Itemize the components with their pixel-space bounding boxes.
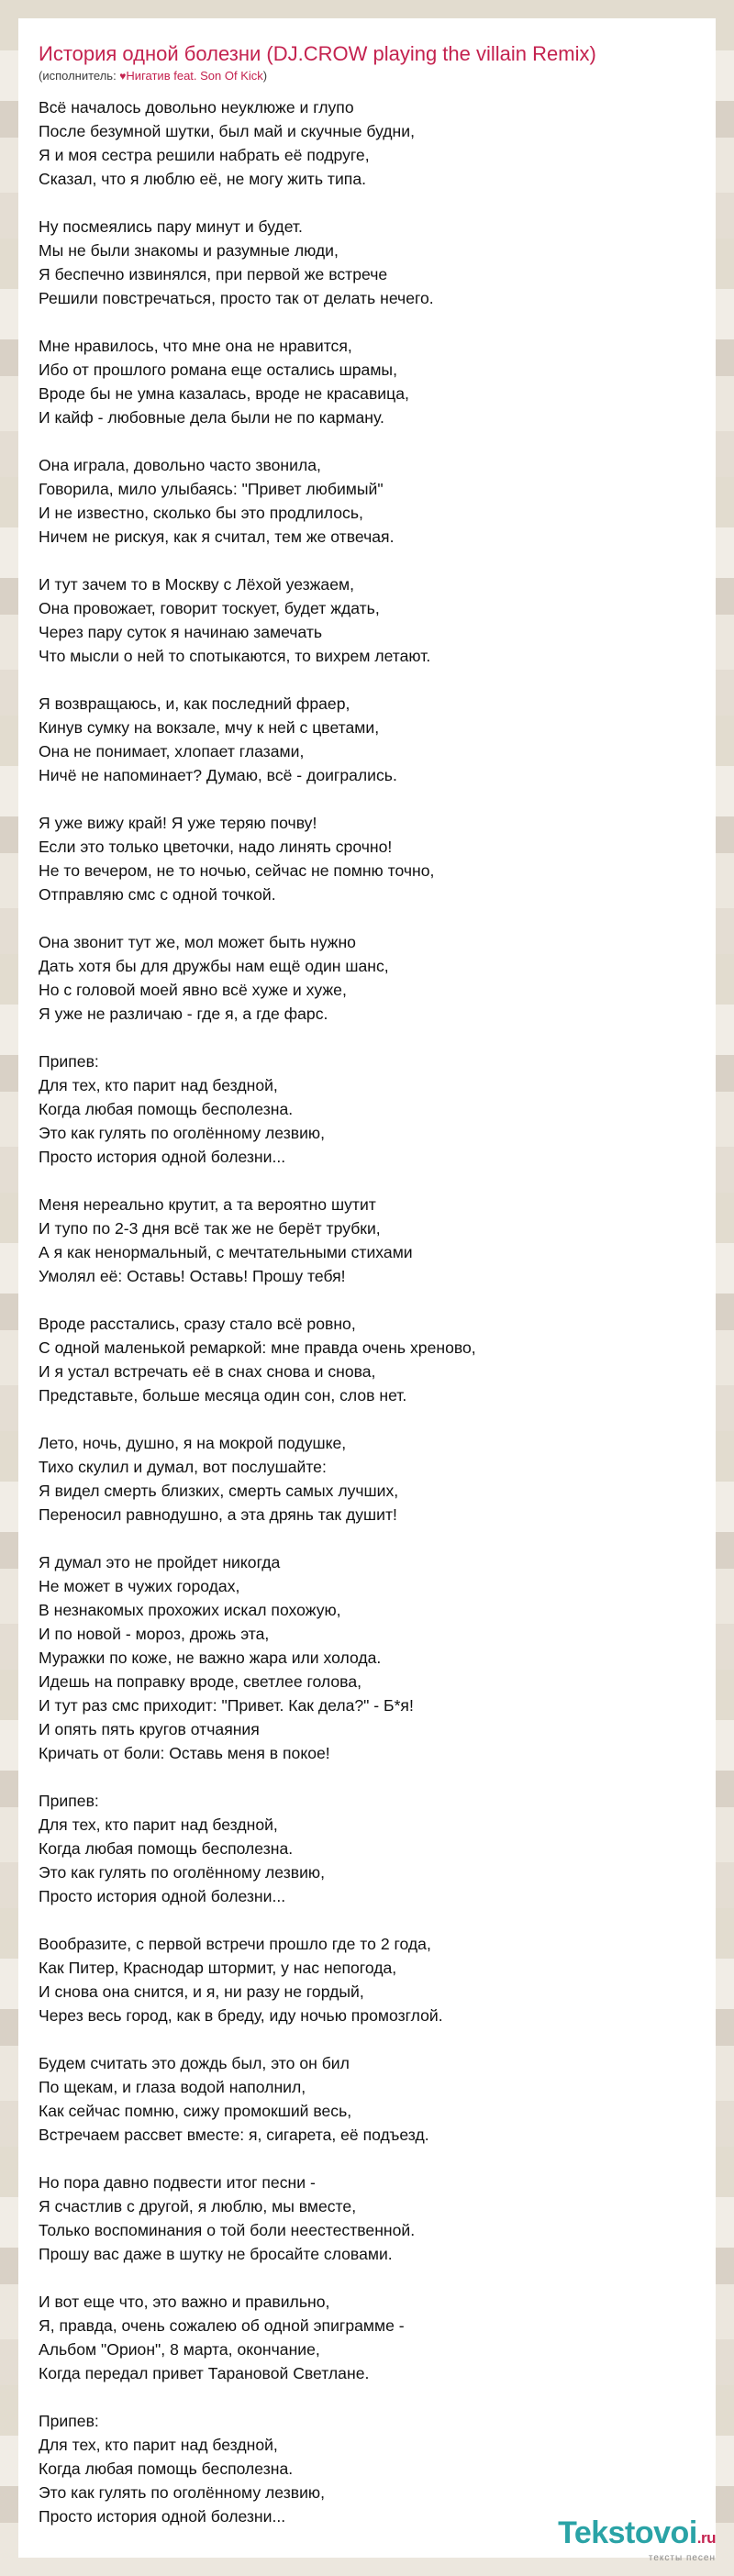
lyrics-line: В незнакомых прохожих искал похожую, (39, 1601, 341, 1619)
lyrics-line: Будем считать это дождь был, это он бил (39, 2054, 350, 2072)
lyrics-line: Ну посмеялись пару минут и будет. (39, 217, 303, 236)
lyrics-line: Я видел смерть близких, смерть самых лучших, (39, 1482, 399, 1500)
lyrics-line: Не может в чужих городах, (39, 1577, 240, 1595)
lyrics-line: Дать хотя бы для дружбы нам ещё один шанс, (39, 957, 389, 975)
performer-prefix: (исполнитель: (39, 69, 120, 83)
lyrics-line: Я уже не различаю - где я, а где фарс. (39, 1005, 328, 1023)
lyrics-line: Я беспечно извинялся, при первой же встрече (39, 265, 388, 283)
lyrics-line: Просто история одной болезни... (39, 2507, 286, 2526)
lyrics-line: По щекам, и глаза водой наполнил, (39, 2078, 306, 2096)
lyrics-line: И кайф - любовные дела были не по карману. (39, 408, 384, 427)
lyrics-line: Если это только цветочки, надо линять срочно! (39, 838, 393, 856)
lyrics-line: Мы не были знакомы и разумные люди, (39, 241, 339, 260)
lyrics-line: Когда любая помощь бесполезна. (39, 2459, 294, 2478)
lyrics-stanza (39, 95, 695, 191)
lyrics-line: Ибо от прошлого романа еще остались шрамы, (39, 361, 397, 379)
lyrics-line: И я устал встречать её в снах снова и снова, (39, 1362, 376, 1381)
lyrics-line: И тут зачем то в Москву с Лёхой уезжаем, (39, 575, 354, 594)
lyrics-line: Отправляю смс с одной точкой. (39, 885, 276, 904)
lyrics-stanza (39, 1932, 695, 2027)
lyrics-line: Что мысли о ней то спотыкаются, то вихрем летают. (39, 647, 431, 665)
lyrics-line: Когда любая помощь бесполезна. (39, 1100, 294, 1118)
logo-tld: .ru (696, 2529, 716, 2547)
lyrics-stanza (39, 453, 695, 549)
lyrics-line: С одной маленькой ремаркой: мне правда очень хреново, (39, 1338, 476, 1357)
lyrics-line: Кинув сумку на вокзале, мчу к ней с цветами, (39, 718, 380, 737)
lyrics-line: Прошу вас даже в шутку не бросайте словами. (39, 2245, 393, 2263)
lyrics-line: Муражки по коже, не важно жара или холода. (39, 1649, 382, 1667)
lyrics-line: Я счастлив с другой, я люблю, мы вместе, (39, 2197, 357, 2215)
lyrics-line: Я думал это не пройдет никогда (39, 1553, 281, 1571)
lyrics-line: Лето, ночь, душно, я на мокрой подушке, (39, 1434, 347, 1452)
artist-link[interactable]: Нигатив (126, 69, 171, 83)
heart-icon: ♥ (119, 70, 127, 83)
lyrics-line: Переносил равнодушно, а эта дрянь так душит! (39, 1505, 397, 1524)
lyrics-line: Это как гулять по оголённому лезвию, (39, 1863, 326, 1882)
lyrics-line: Меня нереально крутит, а та вероятно шутит (39, 1195, 376, 1214)
song-title: История одной болезни (DJ.CROW playing the villain Remix) (39, 42, 596, 65)
lyrics-line: Я уже вижу край! Я уже теряю почву! (39, 814, 317, 832)
lyrics-line: Тихо скулил и думал, вот послушайте: (39, 1458, 327, 1476)
lyrics-line: Альбом "Орион", 8 марта, окончание, (39, 2340, 320, 2359)
lyrics-line: Для тех, кто парит над бездной, (39, 1076, 278, 1094)
lyrics-line: После безумной шутки, был май и скучные будни, (39, 122, 415, 140)
lyrics-line: Она не понимает, хлопает глазами, (39, 742, 305, 761)
lyrics-line: Говорила, мило улыбаясь: "Привет любимый" (39, 480, 384, 498)
lyrics-stanza (39, 1312, 695, 1407)
lyrics-card (18, 18, 716, 2558)
lyrics-line: Припев: (39, 1792, 99, 1810)
lyrics-line: И не известно, сколько бы это продлилось, (39, 504, 363, 522)
lyrics-line: Вроде бы не умна казалась, вроде не красавица, (39, 384, 409, 403)
lyrics-stanza (39, 1049, 695, 1169)
lyrics-line: Но с головой моей явно всё хуже и хуже, (39, 981, 347, 999)
lyrics-line: Вообразите, с первой встречи прошло где то 2 года, (39, 1935, 431, 1953)
lyrics-line: Идешь на поправку вроде, светлее голова, (39, 1672, 361, 1691)
lyrics-line: И опять пять кругов отчаяния (39, 1720, 260, 1738)
lyrics-line: А я как ненормальный, с мечтательными стихами (39, 1243, 413, 1261)
lyrics-line: Это как гулять по оголённому лезвию, (39, 1124, 326, 1142)
performer-suffix: ) (262, 69, 268, 83)
lyrics-line: Просто история одной болезни... (39, 1887, 286, 1905)
lyrics-body (39, 95, 695, 2528)
lyrics-line: Ничё не напоминает? Думаю, всё - доигрались. (39, 766, 397, 784)
lyrics-line: Припев: (39, 1052, 99, 1071)
lyrics-line: Она играла, довольно часто звонила, (39, 456, 321, 474)
lyrics-stanza (39, 2290, 695, 2385)
lyrics-line: И по новой - мороз, дрожь эта, (39, 1625, 270, 1643)
lyrics-line: Через весь город, как в бреду, иду ночью промозглой. (39, 2006, 443, 2025)
feat-label: feat. (170, 69, 201, 83)
lyrics-line: И тупо по 2-3 дня всё так же не берёт трубки, (39, 1219, 381, 1238)
lyrics-line: Но пора давно подвести итог песни - (39, 2173, 316, 2192)
performer-line (39, 68, 695, 84)
lyrics-line: Умолял её: Оставь! Оставь! Прошу тебя! (39, 1267, 346, 1285)
lyrics-line: Решили повстречаться, просто так от делать нечего. (39, 289, 434, 307)
logo-tagline: тексты песен (648, 2553, 716, 2563)
lyrics-line: Не то вечером, не то ночью, сейчас не помню точно, (39, 861, 435, 880)
lyrics-line: Всё началось довольно неуклюже и глупо (39, 98, 354, 117)
lyrics-stanza (39, 811, 695, 906)
lyrics-line: Припев: (39, 2412, 99, 2430)
lyrics-stanza (39, 1193, 695, 1288)
lyrics-line: Мне нравилось, что мне она не нравится, (39, 337, 352, 355)
lyrics-line: Просто история одной болезни... (39, 1148, 286, 1166)
lyrics-line: Как Питер, Краснодар штормит, у нас непогода, (39, 1959, 397, 1977)
lyrics-line: Сказал, что я люблю её, не могу жить типа. (39, 170, 366, 188)
lyrics-line: Представьте, больше месяца один сон, слов нет. (39, 1386, 407, 1405)
lyrics-line: Я возвращаюсь, и, как последний фраер, (39, 694, 350, 713)
lyrics-line: Через пару суток я начинаю замечать (39, 623, 323, 641)
logo-wordmark (558, 2516, 716, 2555)
lyrics-line: Это как гулять по оголённому лезвию, (39, 2483, 326, 2502)
lyrics-line: Она звонит тут же, мол может быть нужно (39, 933, 356, 951)
lyrics-stanza (39, 215, 695, 310)
lyrics-stanza (39, 1431, 695, 1527)
lyrics-line: И снова она снится, и я, ни разу не гордый, (39, 1982, 364, 2001)
lyrics-line: Для тех, кто парит над бездной, (39, 1815, 278, 1834)
lyrics-line: Когда любая помощь бесполезна. (39, 1839, 294, 1858)
lyrics-stanza (39, 2051, 695, 2147)
site-logo[interactable] (558, 2516, 716, 2563)
lyrics-stanza (39, 1789, 695, 1908)
lyrics-line: И вот еще что, это важно и правильно, (39, 2293, 330, 2311)
lyrics-stanza (39, 334, 695, 429)
lyrics-line: Я, правда, очень сожалею об одной эпиграмме - (39, 2316, 405, 2335)
lyrics-stanza (39, 1550, 695, 1765)
lyrics-line: И тут раз смс приходит: "Привет. Как дела?" - Б*я! (39, 1696, 414, 1715)
lyrics-stanza (39, 930, 695, 1026)
lyrics-line: Как сейчас помню, сижу промокший весь, (39, 2102, 352, 2120)
lyrics-line: Кричать от боли: Оставь меня в покое! (39, 1744, 330, 1762)
lyrics-line: Только воспоминания о той боли неестественной. (39, 2221, 416, 2239)
lyrics-stanza (39, 2171, 695, 2266)
lyrics-line: Когда передал привет Тарановой Светлане. (39, 2364, 370, 2382)
lyrics-stanza (39, 572, 695, 668)
artist2-link[interactable]: Son Of Kick (200, 69, 263, 83)
lyrics-stanza (39, 2409, 695, 2528)
lyrics-line: Вроде расстались, сразу стало всё ровно, (39, 1315, 356, 1333)
lyrics-line: Ничем не рискуя, как я считал, тем же отвечая. (39, 527, 395, 546)
lyrics-stanza (39, 692, 695, 787)
lyrics-line: Встречаем рассвет вместе: я, сигарета, её подъезд. (39, 2126, 429, 2144)
lyrics-line: Она провожает, говорит тоскует, будет ждать, (39, 599, 380, 617)
lyrics-line: Для тех, кто парит над бездной, (39, 2436, 278, 2454)
lyrics-line: Я и моя сестра решили набрать её подруге, (39, 146, 370, 164)
logo-name: Tekstovoi (558, 2515, 697, 2550)
